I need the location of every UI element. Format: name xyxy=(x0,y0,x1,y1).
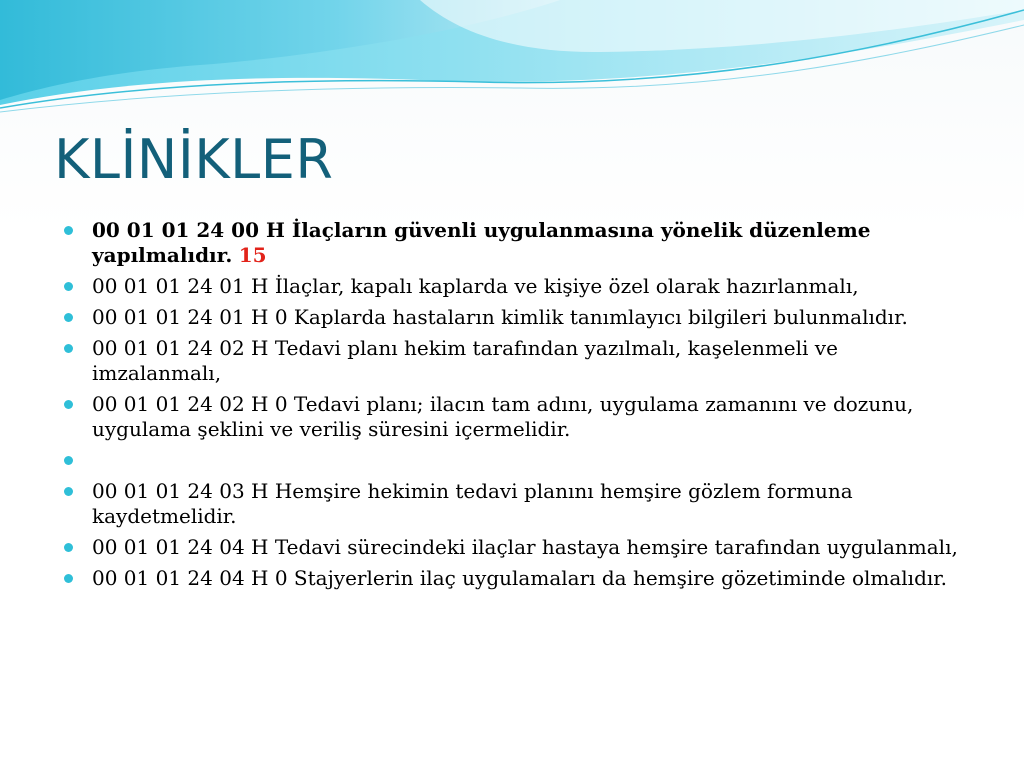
list-item-text: 00 01 01 24 04 H 0 Stajyerlerin ilaç uygulamaları da hemşire gözetiminde olmalıdır. xyxy=(92,566,947,590)
bullet-dot-icon xyxy=(64,487,73,496)
reference-number: 15 xyxy=(238,243,267,267)
list-item xyxy=(64,218,964,268)
bullet-dot-icon xyxy=(64,574,73,583)
list-item xyxy=(64,479,964,529)
bullet-dot-icon xyxy=(64,543,73,552)
list-item xyxy=(64,274,964,299)
bullet-dot-icon xyxy=(64,282,73,291)
bullet-dot-icon xyxy=(64,226,73,235)
list-item-text: 00 01 01 24 04 H Tedavi sürecindeki ilaçlar hastaya hemşire tarafından uygulanmalı, xyxy=(92,535,958,559)
bullet-dot-icon xyxy=(64,313,73,322)
list-item-text: 00 01 01 24 00 H İlaçların güvenli uygulanmasına yönelik düzenleme yapılmalıdır. xyxy=(92,218,871,267)
list-item xyxy=(64,305,964,330)
list-item xyxy=(64,535,964,560)
list-item-text: 00 01 01 24 02 H 0 Tedavi planı; ilacın tam adını, uygulama zamanını ve dozunu, uygulama şeklini ve veriliş süresini içermelidir. xyxy=(92,392,914,441)
list-item-text: 00 01 01 24 02 H Tedavi planı hekim tarafından yazılmalı, kaşelenmeli ve imzalanmalı, xyxy=(92,336,838,385)
list-item xyxy=(64,566,964,591)
list-item xyxy=(64,336,964,386)
list-item xyxy=(64,392,964,442)
bullet-dot-icon xyxy=(64,400,73,409)
bullet-dot-icon xyxy=(64,456,73,465)
list-item-text: 00 01 01 24 01 H 0 Kaplarda hastaların kimlik tanımlayıcı bilgileri bulunmalıdır. xyxy=(92,305,908,329)
list-item-text: 00 01 01 24 01 H İlaçlar, kapalı kaplarda ve kişiye özel olarak hazırlanmalı, xyxy=(92,274,859,298)
slide-title: KLİNİKLER xyxy=(54,128,334,191)
list-item-empty xyxy=(64,448,964,473)
bullet-dot-icon xyxy=(64,344,73,353)
list-item-text: 00 01 01 24 03 H Hemşire hekimin tedavi planını hemşire gözlem formuna kaydetmelidir. xyxy=(92,479,853,528)
bullet-list xyxy=(64,218,964,597)
header-wave-decoration xyxy=(0,0,1024,130)
